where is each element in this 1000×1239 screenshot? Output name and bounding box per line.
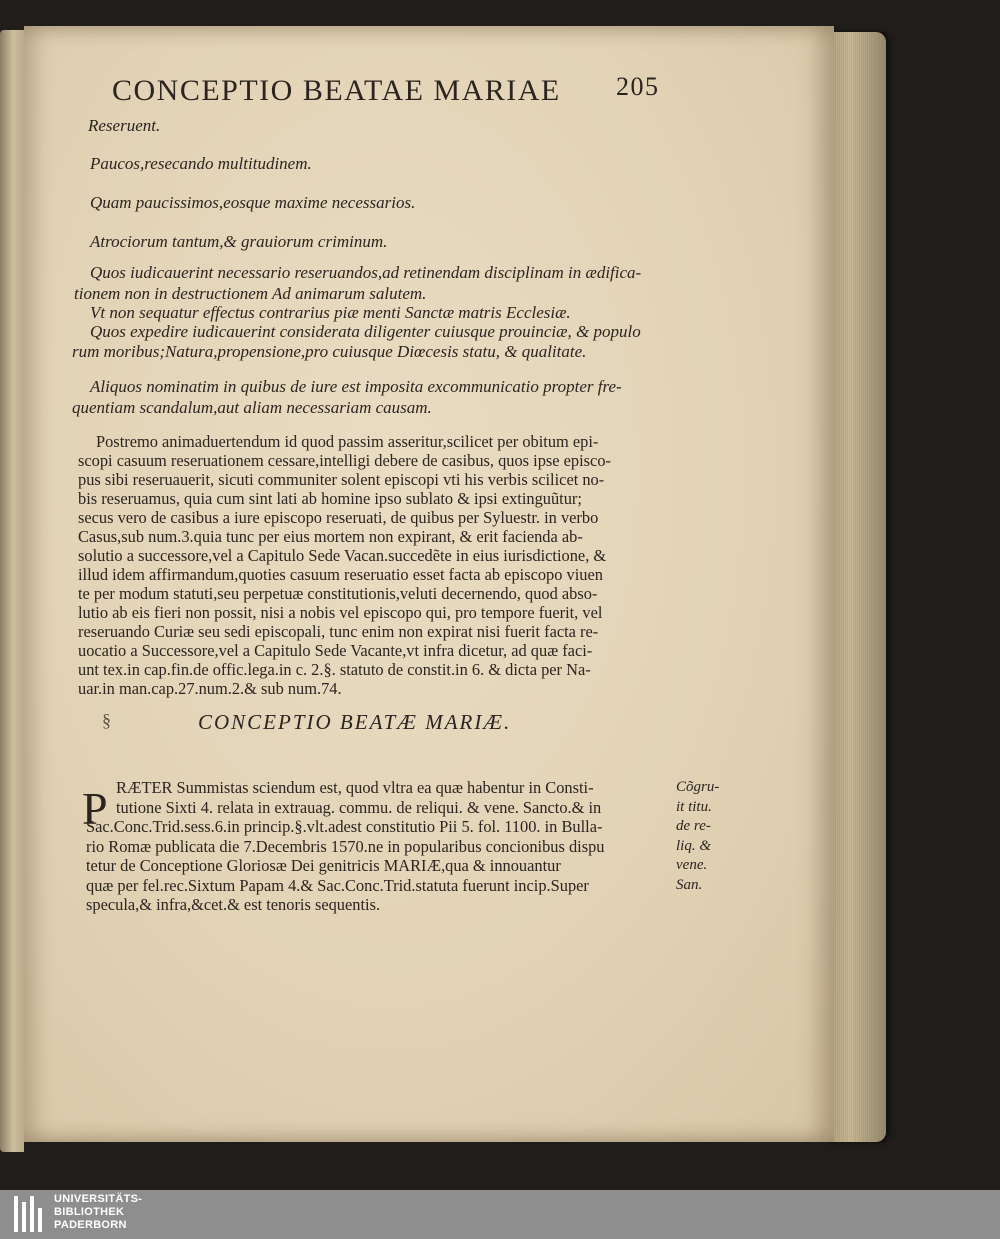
facing-page-edge <box>0 30 24 1152</box>
running-head-title: CONCEPTIO BEATAE MARIAE <box>112 74 561 107</box>
text-line: Casus,sub num.3.quia tunc per eius mortem non expirant, & erit facienda ab- <box>78 527 583 546</box>
margin-line: Cõgru- <box>676 779 720 795</box>
text-line: scopi casuum reseruationem cessare,intelligi debere de casibus, quos ipse episco- <box>78 451 611 470</box>
italic-item: quentiam scandalum,aut aliam necessariam causam. <box>72 398 432 417</box>
library-logo-icon <box>14 1196 50 1232</box>
text-line: tetur de Conceptione Gloriosæ Dei genitricis MARIÆ,qua & innouantur <box>86 856 561 875</box>
text-line: reseruando Curiæ seu sedi episcopali, tunc enim non expirat nisi fuerit facta re- <box>78 622 599 641</box>
text-line: unt tex.in cap.fin.de offic.lega.in c. 2.§. statuto de constit.in 6. & dicta per Na- <box>78 660 591 679</box>
text-line: quæ per fel.rec.Sixtum Papam 4.& Sac.Conc.Trid.statuta fuerunt incip.Super <box>86 875 589 895</box>
text-line: specula,& infra,&cet.& est tenoris sequentis. <box>86 895 381 914</box>
italic-item: Atrociorum tantum,& grauiorum criminum. <box>90 232 388 251</box>
italic-item: Aliquos nominatim in quibus de iure est imposita excommunicatio propter fre- <box>90 377 622 396</box>
library-name-line: UNIVERSITÄTS- <box>54 1193 143 1205</box>
italic-item: Reseruent. <box>88 116 161 135</box>
margin-line: liq. & <box>676 837 712 854</box>
italic-item: Quam paucissimos,eosque maxime necessarios. <box>90 193 416 212</box>
text-line: secus vero de casibus a iure episcopo reseruati, de quibus per Syluestr. in verbo <box>78 508 599 527</box>
text-line: Postremo animaduertendum id quod passim asseritur,scilicet per obitum epi- <box>96 432 599 451</box>
text-line: pus sibi reseruauerit, sicuti communiter solent episcopi vti his verbis scilicet no- <box>78 470 605 489</box>
italic-item: Paucos,resecando multitudinem. <box>90 154 312 173</box>
paragraph-postremo <box>78 432 678 698</box>
text-line: RÆTER Summistas sciendum est, quod vltra ea quæ habentur in Consti- <box>116 778 594 797</box>
text-line: solutio a successore,vel a Capitulo Sede Vacan.succedẽte in eius iurisdictione, & <box>78 546 607 565</box>
library-footer <box>0 1190 1000 1239</box>
text-line: Sac.Conc.Trid.sess.6.in princip.§.vlt.adest constitutio Pii 5. fol. 1100. in Bulla- <box>86 817 603 836</box>
margin-line: San. <box>676 876 703 893</box>
text-line: tutione Sixti 4. relata in extrauag. commu. de reliqui. & vene. Sancto.& in <box>116 797 602 817</box>
page-block-shade <box>826 32 886 1142</box>
library-name <box>54 1193 142 1232</box>
margin-line: vene. <box>676 857 708 873</box>
italic-item: rum moribus;Natura,propensione,pro cuiusque Diœcesis statu, & qualitate. <box>72 342 587 361</box>
text-line: illud idem affirmandum,quoties casuum reseruatio esset facta ab episcopo viuen <box>78 565 603 584</box>
text-line: lutio ab eis fieri non possit, nisi a nobis vel episcopo qui, pro tempore fuerit, vel <box>78 603 603 622</box>
margin-line: it titu. <box>676 798 712 815</box>
marginal-note <box>676 778 746 895</box>
page-block-edges <box>826 32 886 1142</box>
italic-item: Quos expedire iudicauerint considerata diligenter cuiusque prouinciæ, & populo <box>90 322 641 341</box>
section-mark: § <box>102 710 111 730</box>
text-line: rio Romæ publicata die 7.Decembris 1570.ne in popularibus concionibus dispu <box>86 836 605 856</box>
italic-item: Quos iudicauerint necessario reseruandos,ad retinendam disciplinam in ædifica- <box>90 263 642 282</box>
italic-item: tionem non in destructionem Ad animarum salutem. <box>74 284 427 303</box>
drop-capital: P <box>82 783 108 834</box>
italic-item: Vt non sequatur effectus contrarius piæ menti Sanctæ matris Ecclesiæ. <box>90 303 571 322</box>
page-number: 205 <box>616 72 660 101</box>
text-line: uar.in man.cap.27.num.2.& sub num.74. <box>78 679 342 698</box>
text-line: te per modum statuti,seu perpetuæ constitutionis,veluti decernendo, quod abso- <box>78 584 598 603</box>
section-heading: CONCEPTIO BEATÆ MARIÆ. <box>198 710 512 734</box>
library-name-line: PADERBORN <box>54 1219 127 1231</box>
text-line: bis reseruamus, quia cum sint lati ab homine ipso sublato & ipsi extinguũtur; <box>78 489 582 508</box>
library-name-line: BIBLIOTHEK <box>54 1206 125 1218</box>
margin-line: de re- <box>676 818 711 834</box>
text-line: uocatio a Successore,vel a Capitulo Sede Vacante,vt infra dicetur, ad quæ faci- <box>78 641 593 660</box>
